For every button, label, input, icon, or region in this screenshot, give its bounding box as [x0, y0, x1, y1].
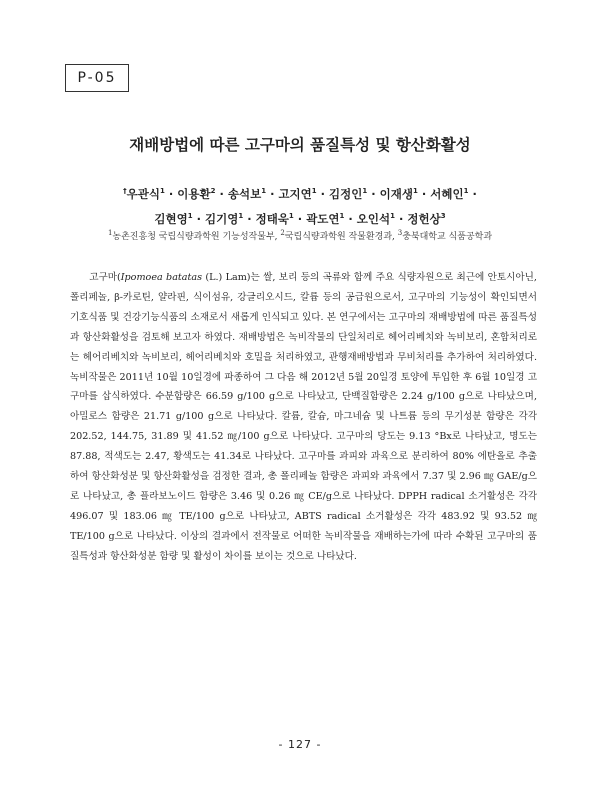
author-name — [329, 187, 367, 201]
author-affiliation-mark: 1 — [187, 211, 193, 220]
author-name-text: 정태욱 — [255, 211, 289, 226]
author-name — [357, 212, 395, 226]
author-list — [80, 180, 520, 230]
poster-code: P-05 — [65, 64, 129, 92]
corresponding-mark: † — [123, 187, 127, 195]
abstract-lead: 고구마( — [89, 272, 121, 283]
author-name — [177, 187, 215, 201]
author-affiliation-mark: 1 — [339, 211, 345, 220]
author-name — [407, 212, 445, 226]
author-name — [205, 212, 243, 226]
author-affiliation-mark: 2 — [210, 187, 216, 195]
author-name-text: 김현영 — [154, 211, 188, 226]
author-name-text: 김정인 — [329, 186, 363, 201]
author-name-text: 정헌상 — [407, 211, 441, 226]
affiliation-text: 농촌진흥청 국립식량과학원 기능성작물부, — [112, 232, 281, 242]
author-affiliation-mark: 1 — [261, 187, 267, 195]
author-name-text: 서혜인 — [430, 186, 464, 201]
paper-title: 재배방법에 따른 고구마의 품질특성 및 항산화활성 — [129, 136, 471, 154]
author-affiliation-mark: 3 — [440, 211, 446, 220]
affiliation-mark: 1 — [107, 229, 113, 237]
author-affiliation-mark: 1 — [412, 187, 418, 195]
affiliation-mark: 2 — [280, 229, 285, 237]
author-affiliation-mark: 1 — [238, 211, 244, 220]
affiliation-text: 충북대학교 식품공학과 — [402, 232, 493, 242]
author-affiliation-mark: 1 — [160, 187, 165, 195]
author-affiliation-mark: 1 — [463, 187, 469, 195]
author-name — [306, 212, 344, 226]
affiliations — [60, 229, 540, 242]
author-name — [228, 187, 266, 201]
author-name — [154, 212, 192, 226]
author-name-text: 김기영 — [205, 211, 239, 226]
author-name — [123, 187, 165, 201]
author-affiliation-mark: 1 — [362, 187, 368, 195]
author-name — [380, 187, 418, 201]
abstract-text: (L.) Lam)는 쌀, 보리 등의 곡류와 함께 주요 식량자원으로 최근에 안토시아닌, 폴리페놀, β-카로틴, 얄라핀, 식이섬유, 강글리오시드, 칼륨 등의 공급원으로서, 고구마의 기능성이 확인되면서 기호식품 및 건강기능식품의 소재로서 새롭게 인식되고 있다. 본 연구에서는 고구마의 재배방법에 따른 품질특성과 항산화활성을 검토해 보고자 하였다. 재배방법은 녹비작물의 단일처리로 헤어리베치와 녹비보리, 혼합처리로는 헤어리베치와 녹비보리, 헤어리베치와 호밀을 처리하였고, 관행재배방법과 무비처리를 추가하여 처리하였다. 녹비작물은 2011년 10월 10일경에 파종하여 그 다음 해 2012년 5월 20일경 토양에 투입한 후 6월 10일경 고구마를 삽식하였다. 수분함량은 66.59 g/100 g으로 나타났고, 단백질함량은 2.24 g/100 g으로 나타났으며, 아밀로스 함량은 21.71 g/100 g으로 나타났다. 칼륨, 칼슘, 마그네슘 및 나트륨 등의 무기성분 함량은 각각 202.52, 144.75, 31.89 및 41.52 ㎎/100 g으로 나타났다. 고구마의 당도는 9.13 °Bx로 나타났고, 명도는 87.88, 적색도는 2.47, 황색도는 41.34로 나타났다. 고구마를 과피와 과육으로 분리하여 80% 에탄올로 추출하여 항산화성분 및 항산화활성을 검정한 결과, 총 폴리페놀 함량은 과피와 과육에서 7.37 및 2.96 ㎎ GAE/g으로 나타났고, 총 플라보노이드 함량은 3.46 및 0.26 ㎎ CE/g으로 나타났다. DPPH radical 소거활성은 각각 496.07 및 183.06 ㎎ TE/100 g으로 나타났고, ABTS radical 소거활성은 각각 483.92 및 93.52 ㎎ TE/100 g으로 나타났다. 이상의 결과에서 전작물로 어떠한 녹비작물을 재배하는가에 따라 수확된 고구마의 품질특성과 항산화성분 함량 및 활성이 차이를 보이는 것으로 나타났다. — [70, 272, 537, 562]
author-name-text: 이용환 — [177, 186, 211, 201]
species-name: Ipomoea batatas — [120, 272, 202, 283]
page-number: - 127 - — [278, 738, 322, 751]
author-line-2: 김현영$^1$ · 김기영$^1$ · 정태욱$^1$ · 곽도연$^1$ · 오인석$^1$ · 정헌상$^3$ — [154, 211, 446, 226]
author-name — [430, 187, 468, 201]
author-name-text: 고지연 — [278, 186, 312, 201]
author-line-1: †우관식$^1$ · 이용환$^2$ · 송석보$^1$ · 고지연$^1$ · 김정인$^1$ · 이재생$^1$ · 서혜인$^1$ · — [123, 186, 477, 201]
author-affiliation-mark: 1 — [288, 211, 294, 220]
abstract-body — [70, 268, 537, 567]
author-name-text: 오인석 — [356, 211, 391, 226]
author-name — [256, 212, 294, 226]
author-name-text: 송석보 — [227, 186, 262, 201]
author-name-text: 이재생 — [379, 186, 413, 201]
author-affiliation-mark: 1 — [390, 211, 395, 220]
affiliation-mark: 3 — [397, 229, 403, 237]
author-affiliation-mark: 1 — [311, 187, 317, 195]
author-name — [278, 187, 316, 201]
affiliation-text: 국립식량과학원 작물환경과, — [284, 232, 398, 242]
author-name-text: 우관식 — [126, 186, 160, 201]
author-name-text: 곽도연 — [306, 211, 340, 226]
